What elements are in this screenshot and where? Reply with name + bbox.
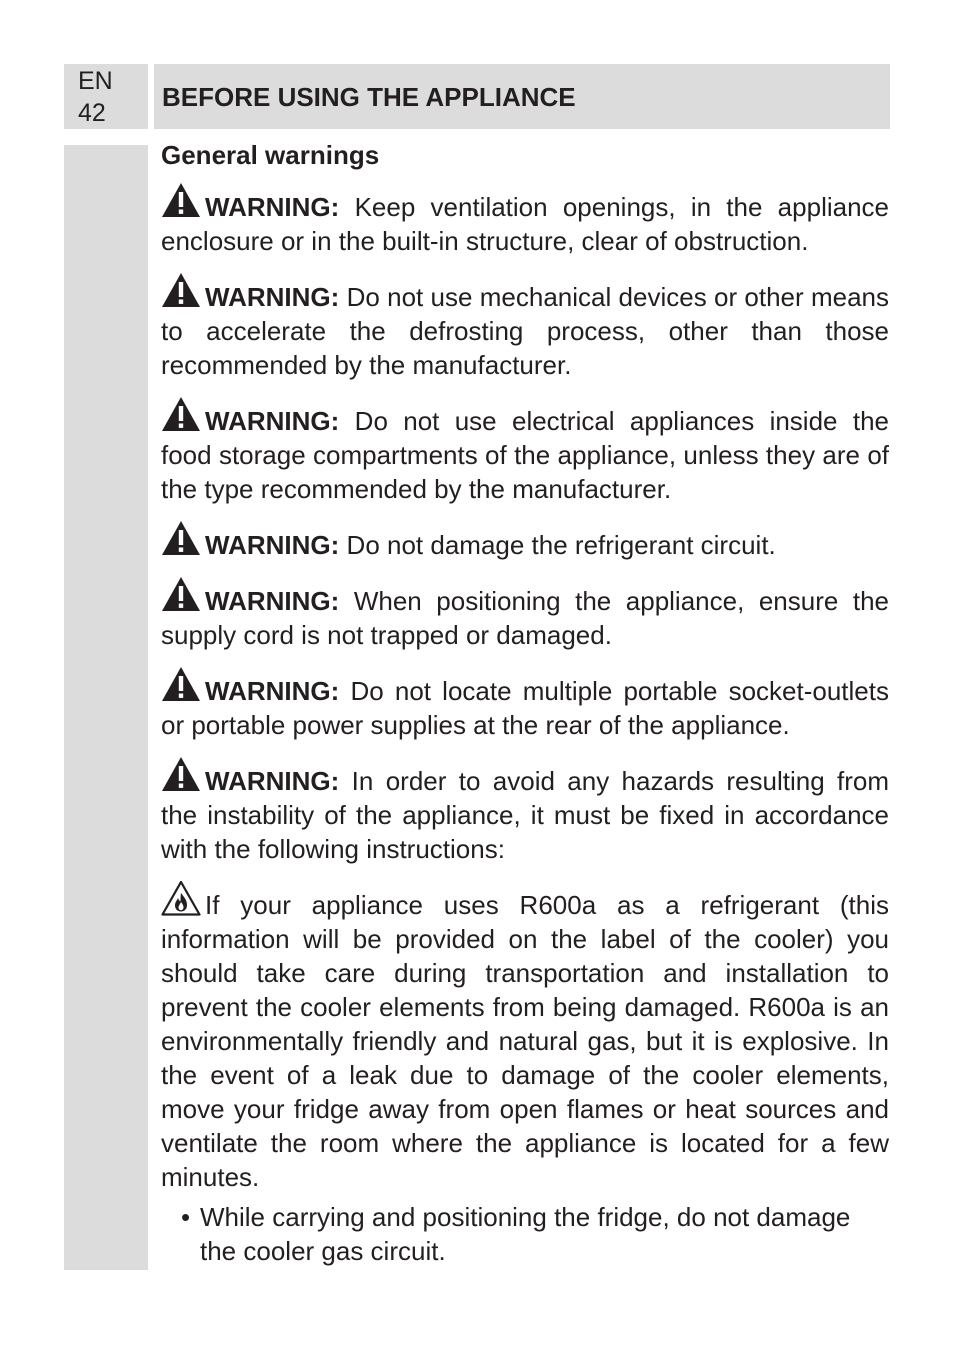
warning-text: When positioning the appliance, ensure the supply cord is not trapped or damaged. — [161, 586, 889, 650]
warning-label: WARNING: — [205, 406, 340, 436]
warning-triangle-icon — [161, 396, 201, 432]
section-header — [154, 64, 890, 129]
flammable-icon — [161, 880, 201, 916]
warning-triangle-icon — [161, 666, 201, 702]
warning-text: Do not locate multiple portable socket-outlets or portable power supplies at the rear of the appliance. — [161, 676, 889, 740]
warning-text: Do not damage the refrigerant circuit. — [339, 530, 776, 560]
content — [161, 138, 889, 1268]
language-code: EN — [78, 67, 113, 95]
warning-text: Do not use electrical appliances inside the food storage compartments of the appliance, unless they are of the type recommended by the manufacturer. — [161, 406, 889, 504]
warning-triangle-icon — [161, 272, 201, 308]
section-title: General warnings — [161, 140, 380, 170]
warning-triangle-icon — [161, 520, 201, 556]
warning-text: Keep ventilation openings, in the appliance enclosure or in the built-in structure, clear of obstruction. — [161, 192, 889, 256]
flammable-paragraph — [161, 880, 889, 1194]
side-bar — [64, 145, 148, 1270]
warning-label: WARNING: — [205, 676, 340, 706]
page-number: 42 — [78, 99, 106, 127]
warning-triangle-icon — [161, 182, 201, 218]
warning-label: WARNING: — [205, 282, 340, 312]
bullet-dot: • — [181, 1202, 191, 1232]
warning-paragraph — [161, 272, 889, 382]
warning-paragraph — [161, 756, 889, 866]
header-title: BEFORE USING THE APPLIANCE — [162, 82, 576, 112]
warning-label: WARNING: — [205, 766, 340, 796]
warning-label: WARNING: — [205, 586, 340, 616]
warning-paragraph — [161, 182, 889, 258]
warning-label: WARNING: — [205, 192, 340, 222]
warning-paragraph — [161, 666, 889, 742]
warning-label: WARNING: — [205, 530, 340, 560]
flammable-text: If your appliance uses R600a as a refrigerant (this information will be provided on the label of the cooler) you should take care during transportation and installation to prevent the cooler elements from being damaged. R600a is an environmentally friendly and natural gas, but it is explosive. In the event of a leak due to damage of the cooler elements, move your fridge away from open flames or heat sources and ventilate the room where the appliance is located for a few minutes. — [161, 890, 889, 1192]
warning-text: Do not use mechanical devices or other means to accelerate the defrosting process, other than those recommended by the manufacturer. — [161, 282, 889, 380]
warning-paragraph — [161, 396, 889, 506]
warning-triangle-icon — [161, 576, 201, 612]
warning-triangle-icon — [161, 756, 201, 792]
page-tab — [64, 64, 148, 129]
warning-text: In order to avoid any hazards resulting from the instability of the appliance, it must be fixed in accordance with the following instructions: — [161, 766, 889, 864]
warning-paragraph — [161, 520, 889, 562]
warning-paragraph — [161, 576, 889, 652]
list-item — [161, 1200, 889, 1268]
list-item-text: While carrying and positioning the fridge, do not damage the cooler gas circuit. — [200, 1202, 851, 1266]
